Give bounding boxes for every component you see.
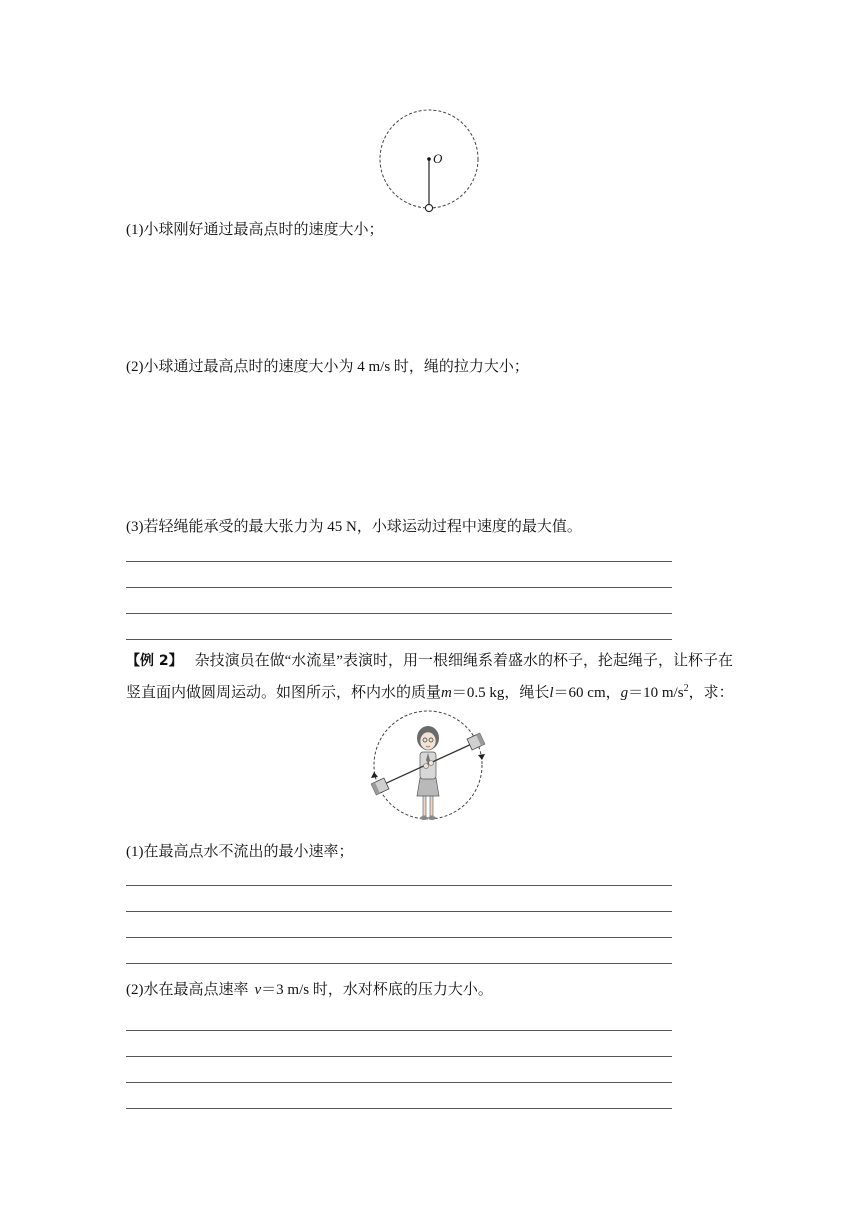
question-2: (2)小球通过最高点时的速度大小为 4 m/s 时，绳的拉力大小；	[126, 359, 529, 375]
answer-line[interactable]	[126, 561, 672, 562]
question-3: (3)若轻绳能承受的最大张力为 45 N，小球运动过程中速度的最大值。	[126, 519, 582, 535]
value-g: ＝10 m/s	[628, 685, 684, 701]
cup-icon	[371, 778, 389, 795]
center-label: O	[433, 151, 443, 166]
answer-line[interactable]	[126, 1030, 672, 1031]
question-1: (1)小球刚好通过最高点时的速度大小；	[126, 222, 384, 238]
question-text: (2)水在最高点速率	[126, 982, 249, 998]
answer-line[interactable]	[126, 937, 672, 938]
value-l: ＝60 cm，	[553, 685, 621, 701]
example-tag: 【例 2】	[126, 653, 183, 669]
answer-line[interactable]	[126, 613, 672, 614]
var-g: g	[620, 685, 629, 701]
value-m: ＝0.5 kg，绳长	[451, 685, 550, 701]
cup-icon	[467, 733, 485, 750]
arrow-icon	[478, 754, 485, 760]
example-2-question-2	[126, 980, 493, 1000]
answer-line[interactable]	[126, 1056, 672, 1057]
example-text-1: 杂技演员在做“水流星”表演时，用一根细绳系着盛水的杯子，抡起绳子，让杯子在	[194, 653, 733, 669]
circle-motion-diagram	[370, 104, 490, 216]
answer-line[interactable]	[126, 639, 672, 640]
answer-line[interactable]	[126, 1108, 672, 1109]
example-text-2: 竖直面内做圆周运动。如图所示，杯内水的质量	[126, 685, 442, 701]
arrow-icon	[371, 772, 378, 778]
answer-line[interactable]	[126, 1082, 672, 1083]
var-l: l	[549, 685, 554, 701]
answer-line[interactable]	[126, 911, 672, 912]
var-v: v	[254, 982, 262, 998]
answer-line[interactable]	[126, 587, 672, 588]
example-2-line-1	[126, 651, 733, 671]
example-2-line-2	[126, 679, 734, 703]
answer-line[interactable]	[126, 963, 672, 964]
center-point	[427, 157, 431, 161]
answer-line[interactable]	[126, 885, 672, 886]
example-2-question-1: (1)在最高点水不流出的最小速率；	[126, 844, 354, 860]
water-meteor-illustration	[368, 706, 488, 828]
exponent: 2	[683, 683, 689, 694]
question-text-rest: ＝3 m/s 时，水对杯底的压力大小。	[261, 982, 493, 998]
ball	[425, 204, 432, 211]
var-m: m	[441, 685, 452, 701]
example-text-end: ，求：	[688, 685, 734, 701]
